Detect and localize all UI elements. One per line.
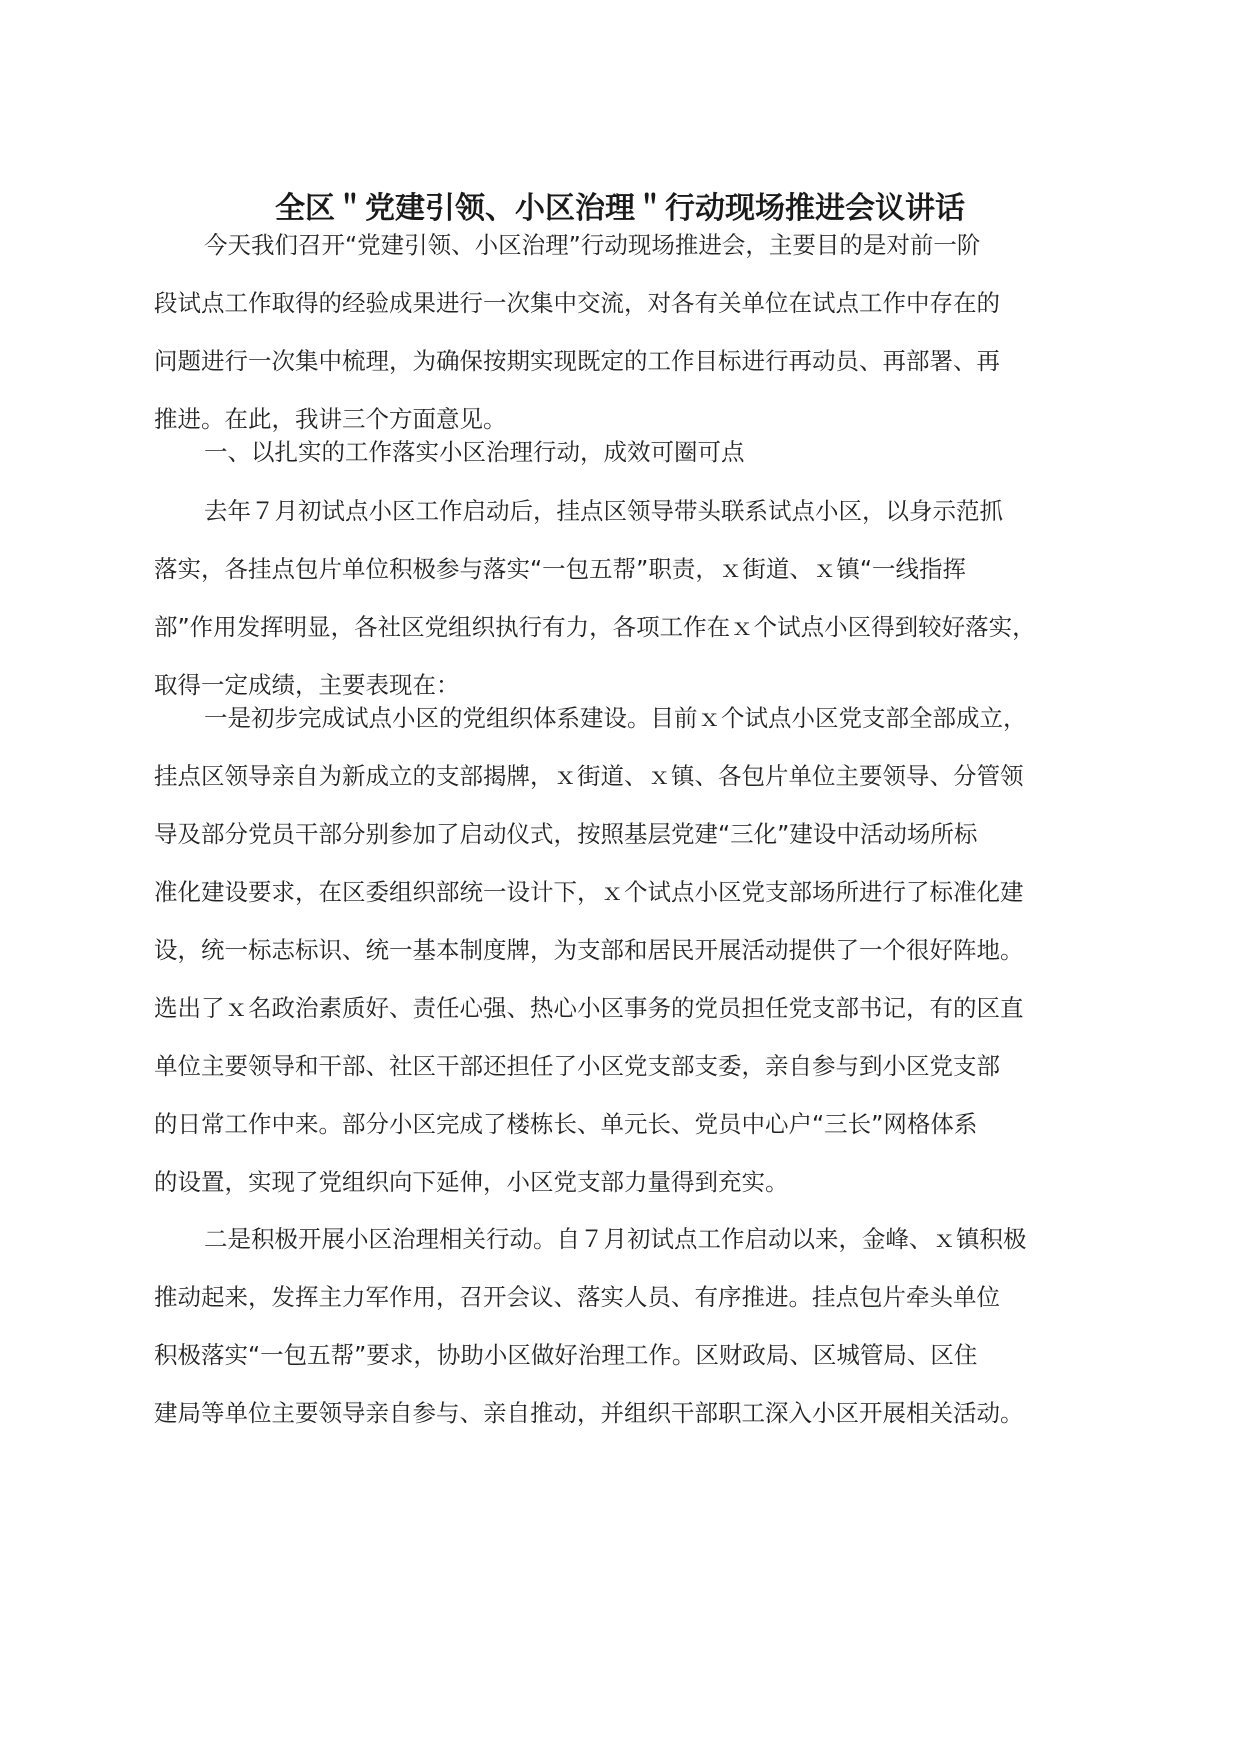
- section1-paragraph-3: [154, 1210, 1094, 1442]
- text-line: 单位主要领导和干部、社区干部还担任了小区党支部支委，亲自参与到小区党支部: [154, 1052, 1000, 1080]
- document-title: 全区＂党建引领、小区治理＂行动现场推进会议讲话: [275, 191, 965, 226]
- text-line: 取得一定成绩，主要表现在：: [154, 671, 460, 699]
- section1-paragraph-2: [154, 689, 1094, 1211]
- text-line: 积极落实“一包五帮”要求，协助小区做好治理工作。区财政局、区城管局、区住: [154, 1341, 978, 1369]
- intro-paragraph: [154, 216, 1094, 448]
- text-line: 导及部分党员干部分别参加了启动仪式，按照基层党建“三化”建设中活动场所标: [154, 820, 978, 848]
- text-line: 问题进行一次集中梳理，为确保按期实现既定的工作目标进行再动员、再部署、再: [154, 347, 1000, 375]
- text-line: 一是初步完成试点小区的党组织体系建设。目前ｘ个试点小区党支部全部成立，: [204, 704, 1027, 732]
- text-line: 建局等单位主要领导亲自参与、亲自推动，并组织干部职工深入小区开展相关活动。: [154, 1399, 1024, 1427]
- text-line: 部”作用发挥明显，各社区党组织执行有力，各项工作在ｘ个试点小区得到较好落实，: [154, 613, 1036, 641]
- text-line: 的日常工作中来。部分小区完成了楼栋长、单元长、党员中心户“三长”网格体系: [154, 1110, 978, 1138]
- text-line: 推动起来，发挥主力军作用，召开会议、落实人员、有序推进。挂点包片牵头单位: [154, 1283, 1000, 1311]
- text-line: 推进。在此，我讲三个方面意见。: [154, 405, 507, 433]
- text-line: 去年７月初试点小区工作启动后，挂点区领导带头联系试点小区，以身示范抓: [204, 497, 1003, 525]
- text-line: 的设置，实现了党组织向下延伸，小区党支部力量得到充实。: [154, 1168, 789, 1196]
- text-line: 准化建设要求，在区委组织部统一设计下，ｘ个试点小区党支部场所进行了标准化建: [154, 878, 1024, 906]
- text-line: 挂点区领导亲自为新成立的支部揭牌，ｘ街道、ｘ镇、各包片单位主要领导、分管领: [154, 762, 1024, 790]
- text-line: 设，统一标志标识、统一基本制度牌，为支部和居民开展活动提供了一个很好阵地。: [154, 936, 1024, 964]
- section-heading: 一、以扎实的工作落实小区治理行动，成效可圈可点: [204, 438, 745, 466]
- text-line: 段试点工作取得的经验成果进行一次集中交流，对各有关单位在试点工作中存在的: [154, 289, 1000, 317]
- text-line: 今天我们召开“党建引领、小区治理”行动现场推进会，主要目的是对前一阶: [204, 231, 981, 259]
- section1-paragraph-1: [154, 482, 1094, 714]
- text-line: 落实，各挂点包片单位积极参与落实“一包五帮”职责，ｘ街道、ｘ镇“一线指挥: [154, 555, 967, 583]
- text-line: 二是积极开展小区治理相关行动。自７月初试点工作启动以来，金峰、ｘ镇积极: [204, 1225, 1027, 1253]
- text-line: 选出了ｘ名政治素质好、责任心强、热心小区事务的党员担任党支部书记，有的区直: [154, 994, 1024, 1022]
